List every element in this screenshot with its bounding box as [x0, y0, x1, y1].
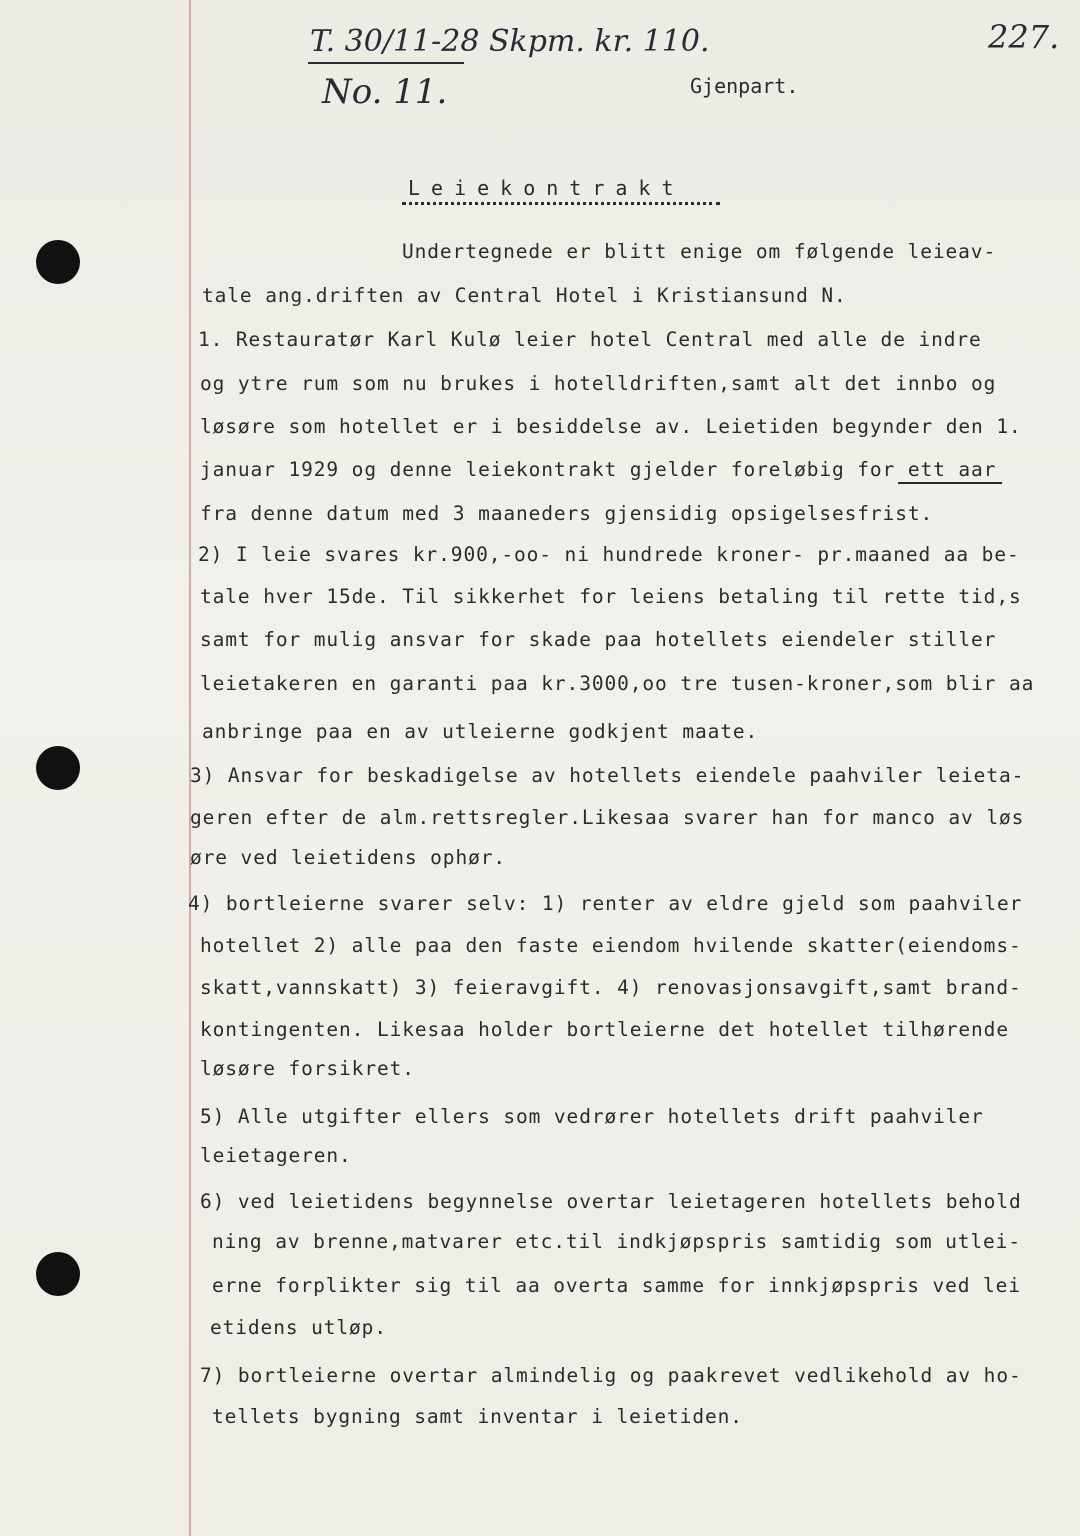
text-line: 3) Ansvar for beskadigelse av hotellets eiendele paahviler leieta- — [190, 764, 1025, 787]
copy-label: Gjenpart. — [690, 74, 799, 98]
text-line: geren efter de alm.rettsregler.Likesaa svarer han for manco av løs — [190, 806, 1025, 829]
text-line: og ytre rum som nu brukes i hotelldriften,samt alt det innbo og — [200, 372, 997, 395]
text-line: 2) I leie svares kr.900,-oo- ni hundrede kroner- pr.maaned aa be- — [198, 543, 1020, 566]
text-line: øre ved leietidens ophør. — [190, 846, 506, 869]
handwritten-reference: T. 30/11-28 Skpm. kr. 110. — [310, 24, 710, 59]
punch-hole — [36, 746, 80, 790]
text-line: tale ang.driften av Central Hotel i Kristiansund N. — [202, 284, 847, 307]
reference-underline — [308, 62, 464, 64]
text-line: 5) Alle utgifter ellers som vedrører hotellets drift paahviler — [200, 1105, 984, 1128]
title-dotted-underline — [402, 202, 720, 205]
text-line: etidens utløp. — [210, 1316, 387, 1339]
text-line: hotellet 2) alle paa den faste eiendom hvilende skatter(eiendoms- — [200, 934, 1022, 957]
text-line: 6) ved leietidens begynnelse overtar leietageren hotellets behold — [200, 1190, 1022, 1213]
text-line: kontingenten. Likesaa holder bortleierne det hotellet tilhørende — [200, 1018, 1009, 1041]
text-line: tale hver 15de. Til sikkerhet for leiens betaling til rette tid,s — [200, 585, 1022, 608]
text-line: løsøre forsikret. — [200, 1057, 415, 1080]
text-line: samt for mulig ansvar for skade paa hotellets eiendeler stiller — [200, 628, 997, 651]
text-line: Undertegnede er blitt enige om følgende leieav- — [402, 240, 997, 263]
text-line: 1. Restauratør Karl Kulø leier hotel Central med alle de indre — [198, 328, 982, 351]
text-line: erne forplikter sig til aa overta samme for innkjøpspris ved lei — [212, 1274, 1021, 1297]
text-line: skatt,vannskatt) 3) feieravgift. 4) renovasjonsavgift,samt brand- — [200, 976, 1022, 999]
text-line: leietakeren en garanti paa kr.3000,oo tre tusen-kroner,som blir aa — [200, 672, 1035, 695]
text-line: fra denne datum med 3 maaneders gjensidig opsigelsesfrist. — [200, 502, 934, 525]
text-line: tellets bygning samt inventar i leietiden. — [212, 1405, 743, 1428]
document-title: Leiekontrakt — [408, 176, 685, 200]
punch-hole — [36, 1252, 80, 1296]
text-line: anbringe paa en av utleierne godkjent maate. — [202, 720, 759, 743]
text-line: leietageren. — [200, 1144, 352, 1167]
handwritten-document-number: No. 11. — [322, 72, 448, 112]
text-line: ning av brenne,matvarer etc.til indkjøpspris samtidig som utlei- — [212, 1230, 1021, 1253]
text-line: 4) bortleierne svarer selv: 1) renter av eldre gjeld som paahviler — [188, 892, 1023, 915]
handwritten-page-number: 227. — [988, 18, 1060, 56]
text-line: 7) bortleierne overtar almindelig og paakrevet vedlikehold av ho- — [200, 1364, 1022, 1387]
underline-ett-aar — [898, 482, 1002, 484]
text-line: januar 1929 og denne leiekontrakt gjelder foreløbig for ett aar — [200, 458, 997, 481]
punch-hole — [36, 240, 80, 284]
text-line: løsøre som hotellet er i besiddelse av. Leietiden begynder den 1. — [200, 415, 1022, 438]
